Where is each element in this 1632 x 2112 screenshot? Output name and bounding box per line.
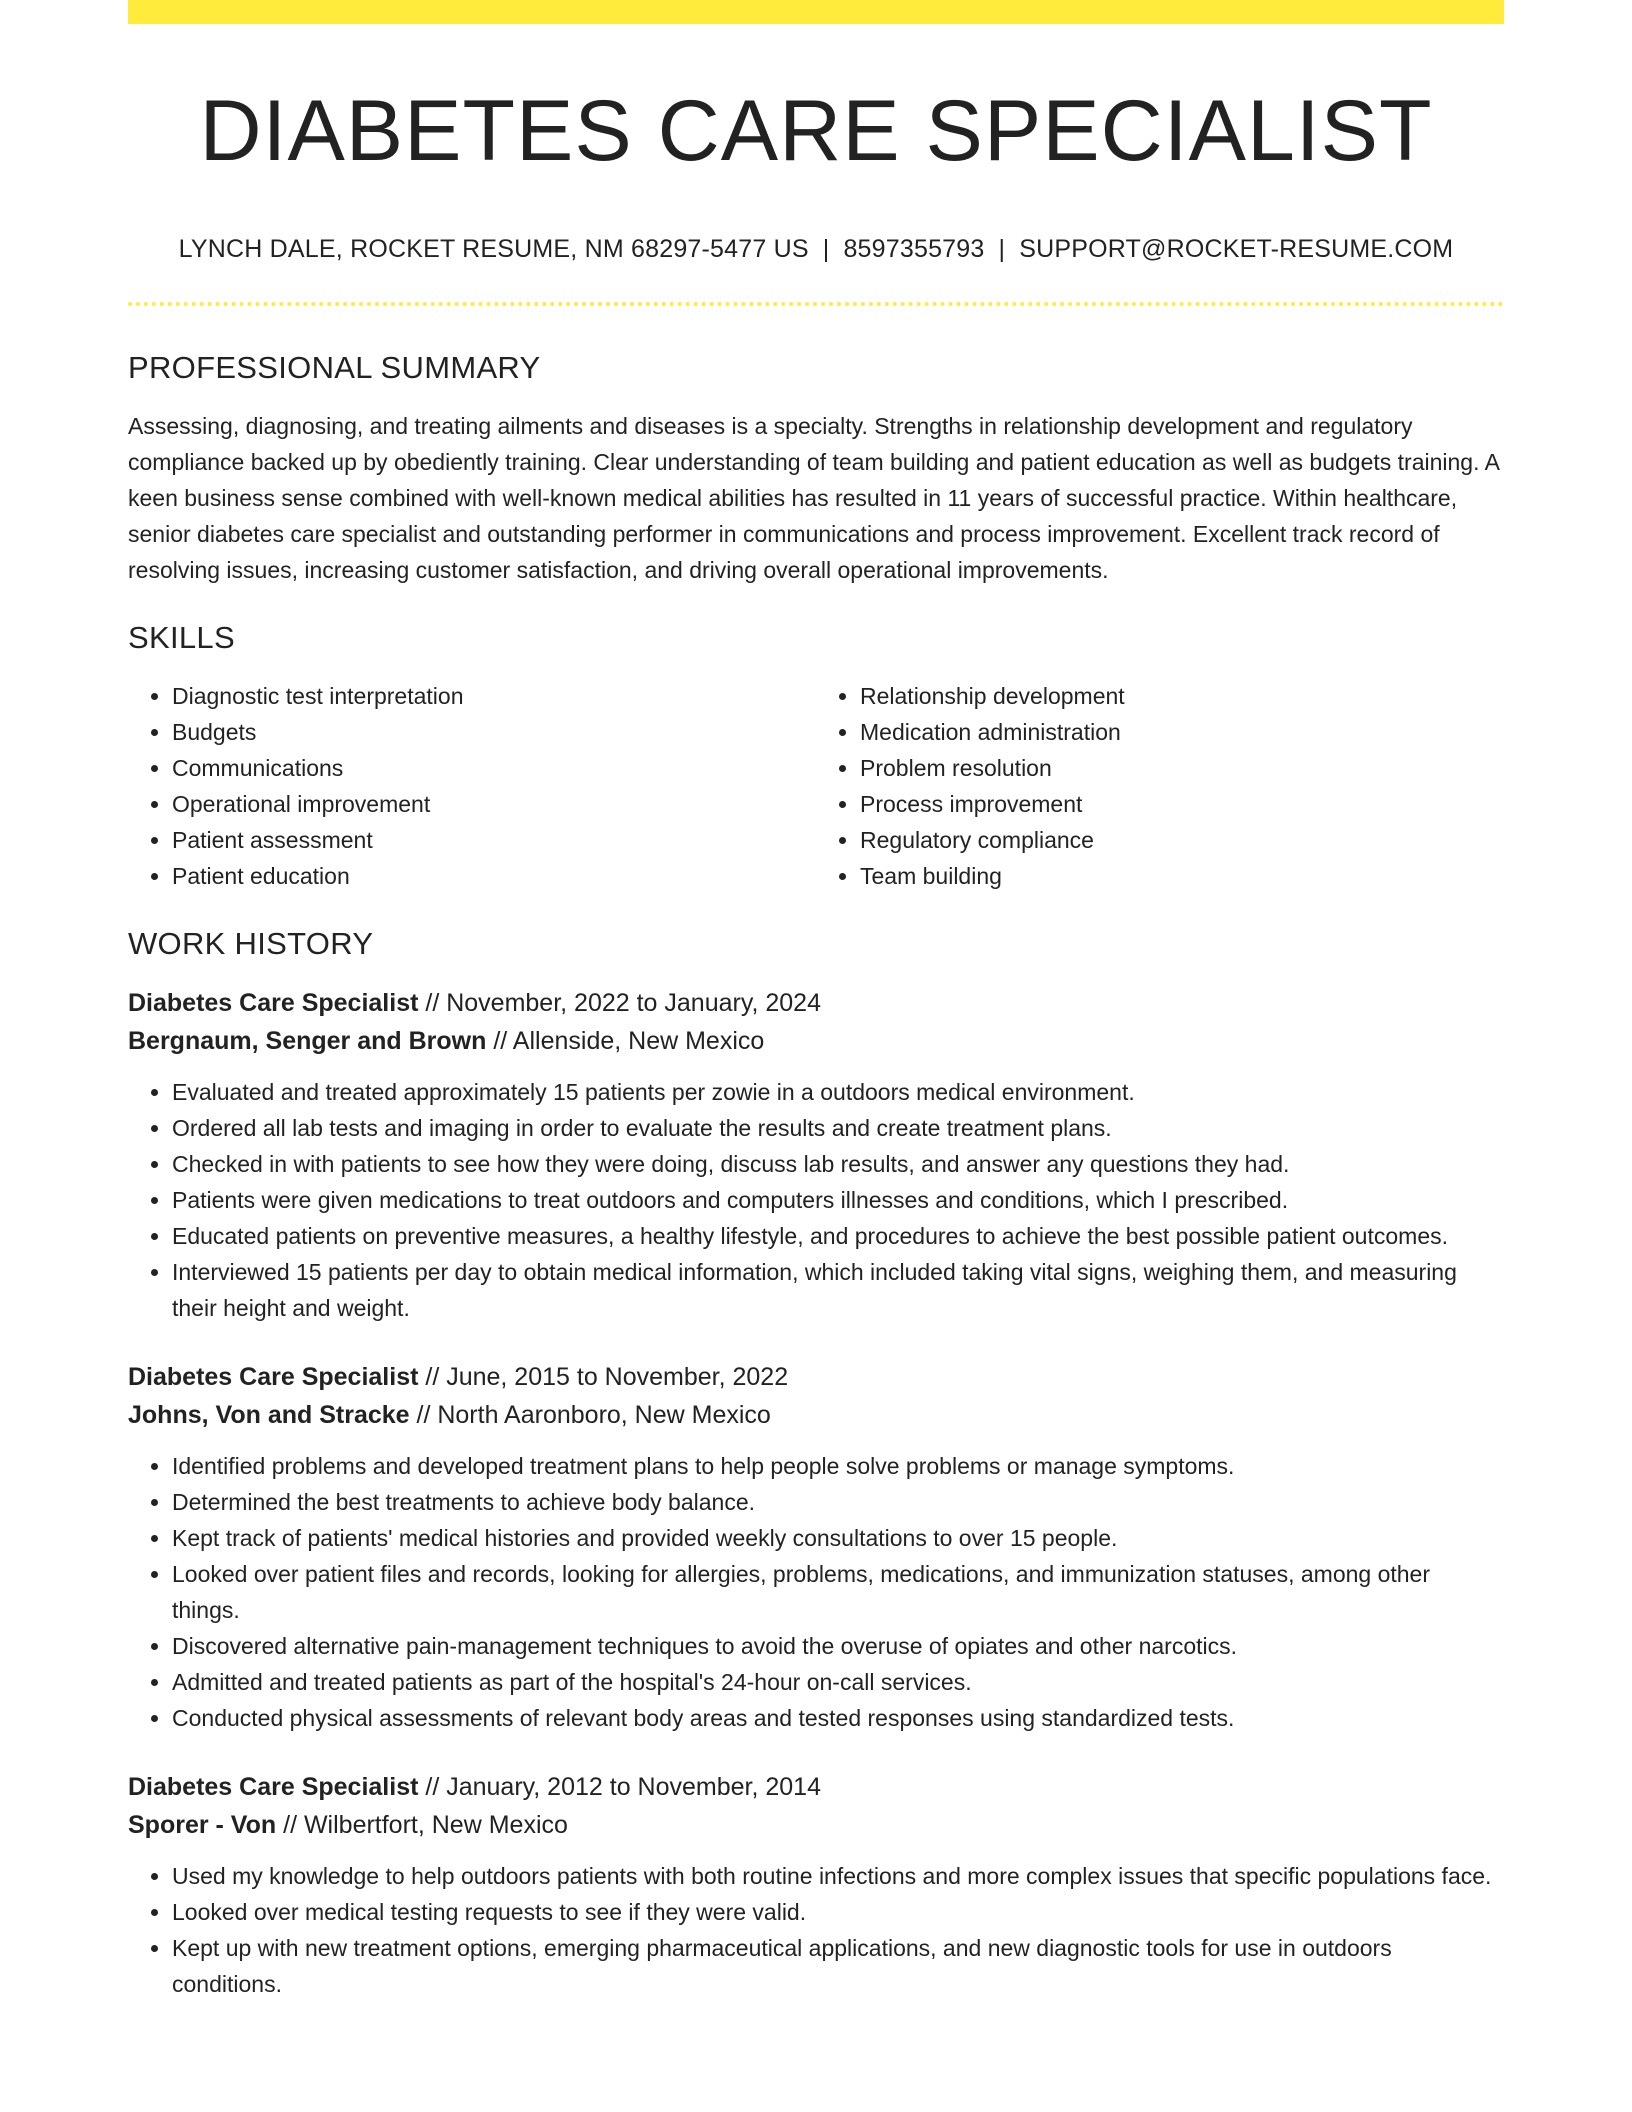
job-bullet: • Conducted physical assessments of relevant body areas and tested responses using standardized tests. [172,1700,1504,1736]
skill-item: • Regulatory compliance [860,822,1504,858]
skill-item: • Medication administration [860,714,1504,750]
skill-item: • Relationship development [860,678,1504,714]
job-dates: // January, 2012 to November, 2014 [418,1772,821,1801]
job-role: Diabetes Care Specialist [128,1362,419,1391]
skill-item: • Patient education [172,858,816,894]
contact-separator: | [998,234,1006,263]
skill-item: • Process improvement [860,786,1504,822]
job-bullet: • Determined the best treatments to achieve body balance. [172,1484,1504,1520]
job-bullets [128,1074,1504,1326]
job-company-line [128,1806,1504,1844]
job-entry [128,1358,1504,1736]
job-location: // North Aaronboro, New Mexico [409,1400,771,1429]
resume-page [128,0,1504,2034]
contact-email: SUPPORT@ROCKET-RESUME.COM [1019,234,1454,263]
skill-item: • Team building [860,858,1504,894]
job-bullet: • Used my knowledge to help outdoors patients with both routine infections and more complex issues that specific populations face. [172,1858,1504,1894]
job-role: Diabetes Care Specialist [128,1772,419,1801]
job-role-line [128,984,1504,1022]
skills-list [128,678,1504,894]
job-location: // Allenside, New Mexico [486,1026,765,1055]
skill-item: • Operational improvement [172,786,816,822]
accent-top-bar [128,0,1504,24]
job-role-line [128,1358,1504,1396]
job-role-line [128,1768,1504,1806]
resume-title: DIABETES CARE SPECIALIST [199,83,1433,179]
job-dates: // June, 2015 to November, 2022 [418,1362,789,1391]
skill-item: • Budgets [172,714,816,750]
job-bullet: • Interviewed 15 patients per day to obtain medical information, which included taking vital signs, weighing them, and measuring their height and weight. [172,1254,1504,1326]
skills-column-right [816,678,1504,894]
section-title-skills: SKILLS [128,619,235,655]
job-bullet: • Educated patients on preventive measures, a healthy lifestyle, and procedures to achieve the best possible patient outcomes. [172,1218,1504,1254]
skill-item: • Problem resolution [860,750,1504,786]
job-bullet: • Kept track of patients' medical histories and provided weekly consultations to over 15 people. [172,1520,1504,1556]
job-bullets [128,1448,1504,1736]
job-bullet: • Discovered alternative pain-management techniques to avoid the overuse of opiates and other narcotics. [172,1628,1504,1664]
job-company: Johns, Von and Stracke [128,1400,410,1429]
job-bullet: • Patients were given medications to treat outdoors and computers illnesses and conditions, which I prescribed. [172,1182,1504,1218]
job-company: Sporer - Von [128,1810,277,1839]
job-location: // Wilbertfort, New Mexico [276,1810,568,1839]
job-bullet: • Evaluated and treated approximately 15 patients per zowie in a outdoors medical environment. [172,1074,1504,1110]
contact-address: LYNCH DALE, ROCKET RESUME, NM 68297-5477 US [178,234,809,263]
contact-line [128,235,1504,264]
section-title-summary: PROFESSIONAL SUMMARY [128,349,541,385]
skill-item: • Diagnostic test interpretation [172,678,816,714]
job-company-line [128,1022,1504,1060]
section-title-work-history: WORK HISTORY [128,925,374,961]
job-entry [128,984,1504,1326]
job-bullet: • Looked over medical testing requests to see if they were valid. [172,1894,1504,1930]
job-bullet: • Ordered all lab tests and imaging in order to evaluate the results and create treatment plans. [172,1110,1504,1146]
job-company-line [128,1396,1504,1434]
job-bullet: • Checked in with patients to see how they were doing, discuss lab results, and answer any questions they had. [172,1146,1504,1182]
job-bullet: • Kept up with new treatment options, emerging pharmaceutical applications, and new diagnostic tools for use in outdoors conditions. [172,1930,1504,2002]
summary-text: Assessing, diagnosing, and treating ailments and diseases is a specialty. Strengths in relationship development and regulatory compliance backed up by obediently training. Clear understanding of team building and patient education as well as budgets training. A keen business sense combined with well-known medical abilities has resulted in 11 years of successful practice. Within healthcare, senior diabetes care specialist and outstanding performer in communications and process improvement. Excellent track record of resolving issues, increasing customer satisfaction, and driving overall operational improvements. [128,412,1499,583]
contact-phone: 8597355793 [843,234,985,263]
skills-column-left [128,678,816,894]
job-bullets [128,1858,1504,2002]
job-role: Diabetes Care Specialist [128,988,419,1017]
contact-separator: | [822,234,830,263]
skill-item: • Communications [172,750,816,786]
skill-item: • Patient assessment [172,822,816,858]
job-bullet: • Identified problems and developed treatment plans to help people solve problems or manage symptoms. [172,1448,1504,1484]
job-entry [128,1768,1504,2002]
job-bullet: • Looked over patient files and records, looking for allergies, problems, medications, and immunization statuses, among other things. [172,1556,1504,1628]
job-company: Bergnaum, Senger and Brown [128,1026,487,1055]
dotted-divider [128,302,1504,306]
job-bullet: • Admitted and treated patients as part of the hospital's 24-hour on-call services. [172,1664,1504,1700]
job-dates: // November, 2022 to January, 2024 [418,988,821,1017]
